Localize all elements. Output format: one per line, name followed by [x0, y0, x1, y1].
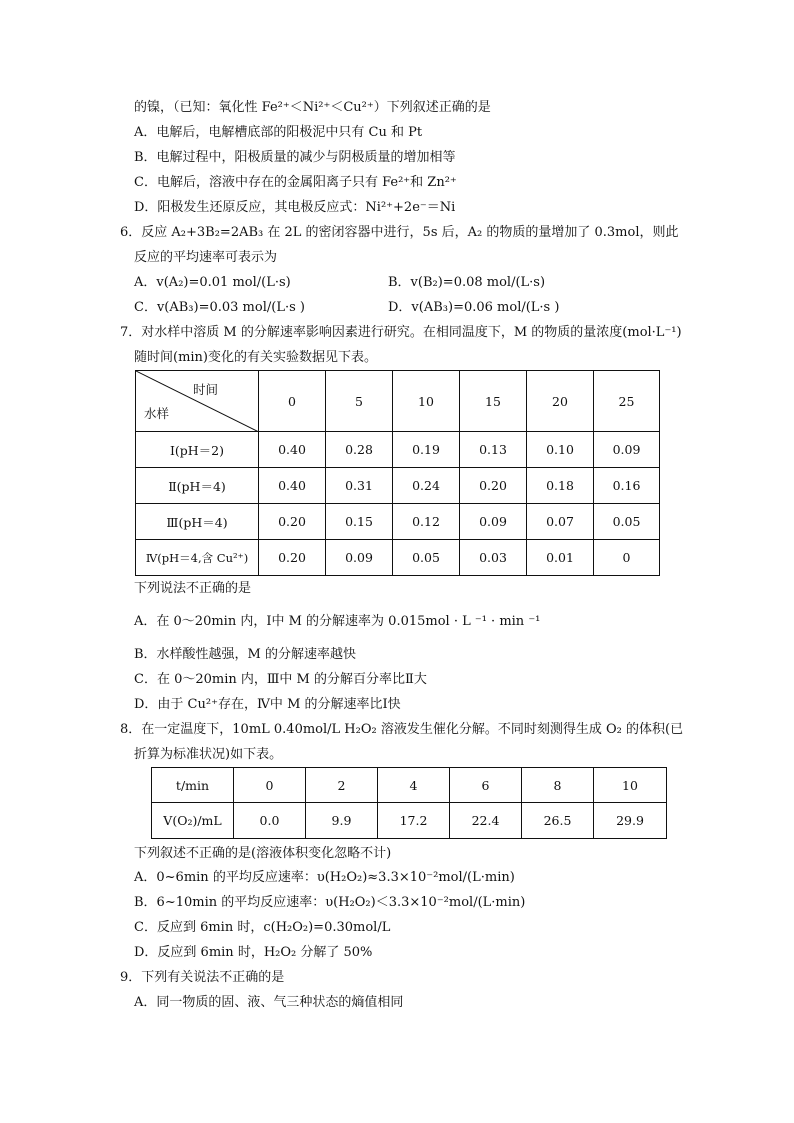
table-cell: 0.31 [326, 468, 393, 504]
q8-option-a: A．0~6min 的平均反应速率：υ(H₂O₂)≈3.3×10⁻²mol/(L·min) [134, 870, 515, 885]
table-cell: 0.01 [527, 540, 594, 576]
q7-prompt: 下列说法不正确的是 [134, 581, 252, 596]
row-label: Ⅱ(pH＝4) [136, 468, 259, 504]
q5-stem: 的镍，（已知：氧化性 Fe²⁺＜Ni²⁺＜Cu²⁺）下列叙述正确的是 [134, 100, 491, 115]
q6-option-d: D．v(AB₃)=0.06 mol/(L·s ) [388, 300, 560, 315]
table-cell: 0.13 [460, 432, 527, 468]
table-cell: 0.10 [527, 432, 594, 468]
table-cell: 0.40 [259, 468, 326, 504]
table-cell: 0.19 [393, 432, 460, 468]
time-header: 10 [393, 371, 460, 432]
time-header: 5 [326, 371, 393, 432]
time-header: 0 [259, 371, 326, 432]
table-cell: 0.09 [460, 504, 527, 540]
q7-stem-line1: 7．对水样中溶质 M 的分解速率影响因素进行研究。在相同温度下，M 的物质的量浓度(mol·L⁻¹) [120, 325, 682, 340]
table-cell: 0.09 [594, 432, 660, 468]
time-header: 25 [594, 371, 660, 432]
q9-stem: 9．下列有关说法不正确的是 [120, 970, 285, 985]
table-cell: 0.20 [259, 504, 326, 540]
table-row [152, 803, 667, 839]
q9-option-a: A．同一物质的固、液、气三种状态的熵值相同 [134, 995, 404, 1010]
q5-option-a: A．电解后，电解槽底部的阳极泥中只有 Cu 和 Pt [134, 125, 423, 140]
table-cell: 0.24 [393, 468, 460, 504]
table-cell: 0.20 [259, 540, 326, 576]
q6-stem-line1: 6．反应 A₂+3B₂=2AB₃ 在 2L 的密闭容器中进行，5s 后，A₂ 的物质的量增加了 0.3mol，则此 [120, 225, 679, 240]
table-cell: 0.18 [527, 468, 594, 504]
table-cell: 0.05 [393, 540, 460, 576]
table-cell: 0.09 [326, 540, 393, 576]
q8-prompt: 下列叙述不正确的是(溶液体积变化忽略不计) [134, 846, 392, 861]
row-label: Ⅳ(pH＝4,含 Cu²⁺) [136, 540, 259, 576]
q5-option-b: B．电解过程中，阳极质量的减少与阴极质量的增加相等 [134, 150, 456, 165]
corner-header-sample: 水样 [144, 406, 170, 421]
corner-header-time: 时间 [192, 382, 218, 397]
table-cell: 0.12 [393, 504, 460, 540]
table-row [136, 540, 660, 576]
table-cell: 26.5 [522, 803, 594, 839]
table-header-row [152, 768, 667, 803]
time-header: 20 [527, 371, 594, 432]
table-header: 8 [522, 768, 594, 803]
q6-stem-line2: 反应的平均速率可表示为 [134, 250, 278, 265]
row-label: V(O₂)/mL [152, 803, 234, 839]
table-row [136, 504, 660, 540]
q8-option-c: C．反应到 6min 时，c(H₂O₂)=0.30mol/L [134, 920, 391, 935]
table-row [136, 432, 660, 468]
table-header: 6 [450, 768, 522, 803]
table-cell: 22.4 [450, 803, 522, 839]
time-header: 15 [460, 371, 527, 432]
table-header: 2 [306, 768, 378, 803]
table-cell: 0.05 [594, 504, 660, 540]
q7-option-c: C．在 0～20min 内，Ⅲ中 M 的分解百分率比Ⅱ大 [134, 672, 427, 687]
q8-option-b: B．6~10min 的平均反应速率：υ(H₂O₂)＜3.3×10⁻²mol/(L·min) [134, 895, 526, 910]
q6-option-b: B．v(B₂)=0.08 mol/(L·s) [388, 275, 546, 290]
table-header: 4 [378, 768, 450, 803]
table-cell: 0.28 [326, 432, 393, 468]
q8-option-d: D．反应到 6min 时，H₂O₂ 分解了 50% [134, 945, 373, 960]
q5-option-d: D．阳极发生还原反应，其电极反应式：Ni²⁺+2e⁻＝Ni [134, 200, 456, 215]
table-row [136, 468, 660, 504]
table-header: 10 [594, 768, 667, 803]
table-cell: 0.20 [460, 468, 527, 504]
q6-option-a: A．v(A₂)=0.01 mol/(L·s) [134, 275, 291, 290]
q7-stem-line2: 随时间(min)变化的有关实验数据见下表。 [134, 350, 378, 365]
row-label: Ⅰ(pH＝2) [136, 432, 259, 468]
q7-option-b: B．水样酸性越强，M 的分解速率越快 [134, 647, 356, 662]
q6-option-c: C．v(AB₃)=0.03 mol/(L·s ) [134, 300, 305, 315]
table-cell: 0.15 [326, 504, 393, 540]
table-corner-cell [136, 371, 259, 432]
table-cell: 9.9 [306, 803, 378, 839]
table-cell: 17.2 [378, 803, 450, 839]
table-cell: 0 [594, 540, 660, 576]
q8-stem-line2: 折算为标准状况)如下表。 [134, 747, 283, 762]
table-cell: 0.03 [460, 540, 527, 576]
table-cell: 29.9 [594, 803, 667, 839]
q7-option-d: D．由于 Cu²⁺存在，Ⅳ中 M 的分解速率比Ⅰ快 [134, 697, 401, 712]
q5-option-c: C．电解后，溶液中存在的金属阳离子只有 Fe²⁺和 Zn²⁺ [134, 175, 457, 190]
q8-stem-line1: 8．在一定温度下，10mL 0.40mol/L H₂O₂ 溶液发生催化分解。不同时刻测得生成 O₂ 的体积(已 [120, 722, 684, 737]
row-label: Ⅲ(pH＝4) [136, 504, 259, 540]
table-header: t/min [152, 768, 234, 803]
q7-option-a: A．在 0～20min 内，Ⅰ中 M 的分解速率为 0.015mol · L ⁻¹ · min ⁻¹ [134, 614, 541, 629]
table-cell: 0.07 [527, 504, 594, 540]
q8-data-table [151, 767, 667, 839]
table-cell: 0.0 [234, 803, 306, 839]
table-cell: 0.16 [594, 468, 660, 504]
table-header: 0 [234, 768, 306, 803]
q7-data-table [135, 370, 660, 576]
table-cell: 0.40 [259, 432, 326, 468]
